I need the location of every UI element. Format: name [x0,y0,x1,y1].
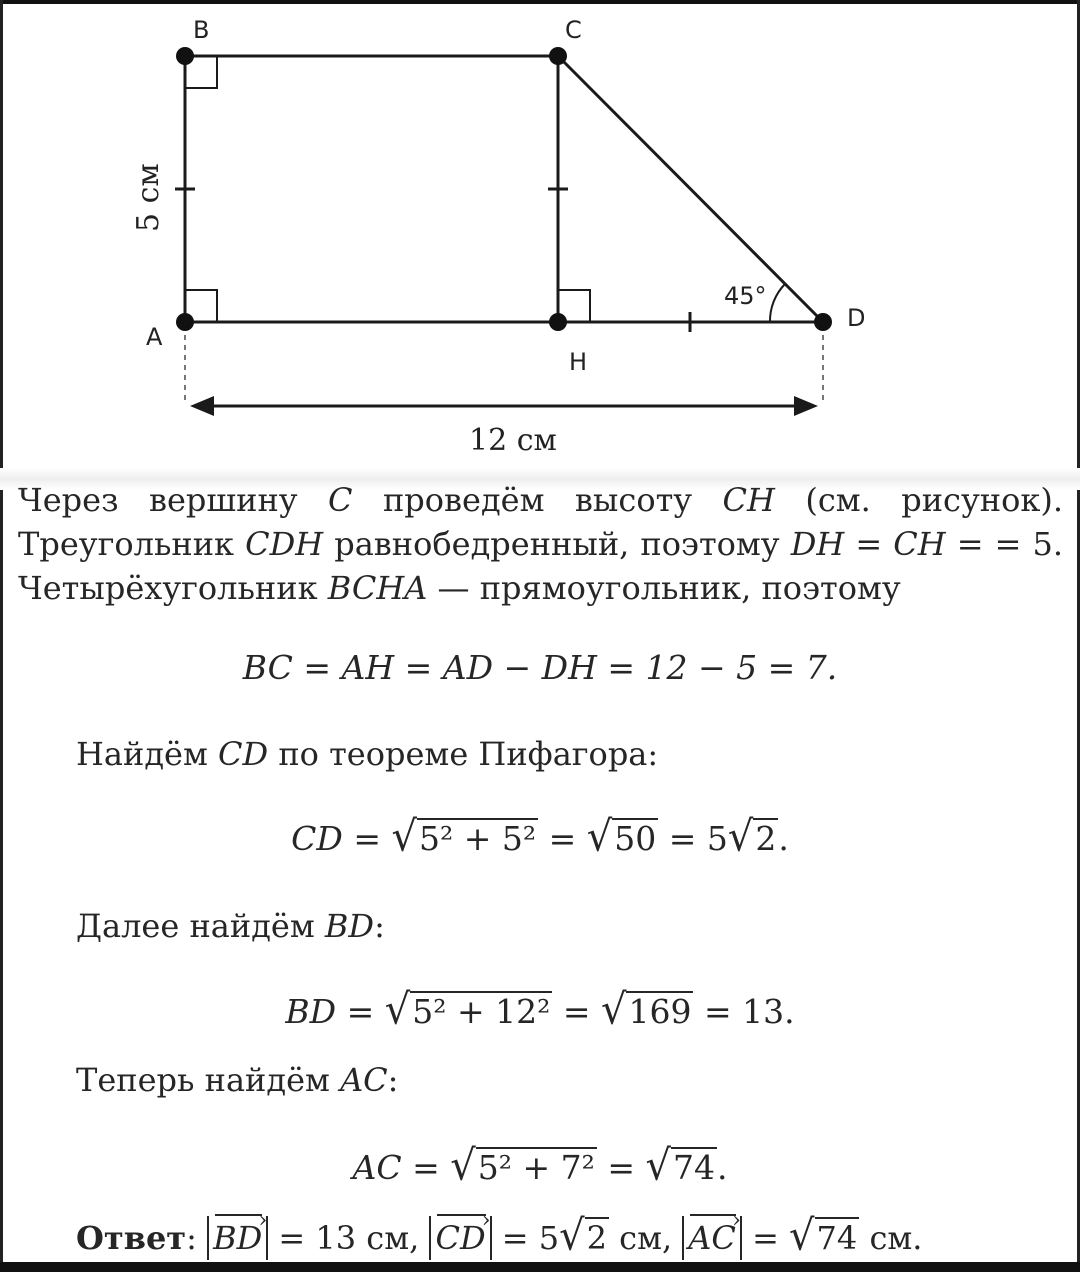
radicand: 5² + 7² [477,1148,595,1187]
text: — прямоугольник, поэтому [427,569,901,607]
angle-label: 45° [724,282,767,310]
dim-arrow-left [190,396,214,416]
sqrt-icon: √ [645,1141,671,1191]
text: Теперь найдём [76,1061,341,1099]
text: см, [608,1219,683,1257]
text: = [741,1219,790,1257]
math: CH [722,481,775,519]
vertex-d [814,313,832,331]
text: Далее найдём [76,907,325,945]
solution-paragraph-4 [76,1058,398,1102]
answer-label: Ответ [76,1219,187,1257]
radicand: 50 [614,819,657,858]
math: CD [218,735,269,773]
base-length-label: 12 см [469,423,557,458]
side-length-label: 5 см [131,163,166,232]
vertex-h [549,313,567,331]
math: CD = [291,819,381,858]
trapezoid-figure [0,0,1080,470]
dim-arrow-right [794,396,818,416]
text: равнобедренный, поэтому [323,525,791,563]
sqrt-icon: √ [391,812,417,862]
text: = [596,1148,646,1187]
text: (см. рисунок). Треугольник [18,481,1064,563]
vector-cd-abs [429,1216,491,1260]
equation-bc: BC = AH = AD − DH = 12 − 5 = 7. [242,648,838,687]
math: AC [340,1061,388,1099]
sqrt-icon: √ [586,812,613,862]
sqrt-icon: √ [384,985,411,1035]
math: C [328,481,353,519]
sqrt-icon: √ [559,1211,585,1261]
text: : [374,907,385,945]
text: Через вершину [18,481,329,519]
equation-ac [0,1143,1080,1189]
sqrt-icon: √ [727,812,754,862]
text: см. [859,1219,923,1257]
label-b: B [193,16,210,44]
text: . [716,1148,728,1187]
angle-arc-d [770,284,785,322]
solution-paragraph-3 [76,904,385,948]
vertex-c [549,47,567,65]
radicand: 2 [586,1219,607,1257]
solution-paragraph-1 [18,478,1063,610]
answer-line [76,1211,923,1261]
equation-cd [0,814,1080,860]
text: по теореме Пифагора: [268,735,659,773]
text: . [778,819,789,858]
vector-bd-abs [207,1216,268,1260]
math: CDH [245,525,324,563]
vertex-a [176,313,194,331]
math: BCHA [327,569,428,607]
text: проведём высоту [352,481,723,519]
text: Найдём [76,735,219,773]
text: = 5 [658,819,728,858]
vector-cd: CD › [435,1216,485,1260]
text: = 13. [693,992,795,1031]
text: = [552,992,601,1031]
radicand: 169 [628,992,692,1031]
vertex-b [176,47,194,65]
sqrt-icon: √ [789,1211,815,1261]
math: BD [324,907,375,945]
sqrt-icon: √ [450,1141,476,1191]
radicand: 74 [816,1219,858,1257]
vector-ac: AC › [688,1216,736,1260]
label-h: H [569,348,588,376]
text: = 5 [491,1219,560,1257]
math: BD = [285,992,375,1031]
label-a: A [146,323,163,351]
text: = 5. Четырёхугольник [18,525,1064,607]
math: AC = [352,1148,440,1187]
radicand: 5² + 12² [412,992,551,1031]
text: : [387,1061,399,1099]
vector-bd: BD › [213,1216,262,1260]
radicand: 2 [755,819,777,858]
label-c: C [565,16,582,44]
text: = [538,819,587,858]
side-cd [558,56,823,322]
bottom-border [0,1262,1080,1272]
math: DH = CH = [790,525,984,563]
label-d: D [847,304,866,332]
sqrt-icon: √ [600,985,627,1035]
radicand: 5² + 5² [418,819,537,858]
text: = 13 см, [268,1219,430,1257]
equation-bd [0,987,1080,1033]
text: : [186,1219,208,1257]
radicand: 74 [672,1148,715,1187]
vector-ac-abs [682,1216,742,1260]
solution-paragraph-2 [76,732,658,776]
